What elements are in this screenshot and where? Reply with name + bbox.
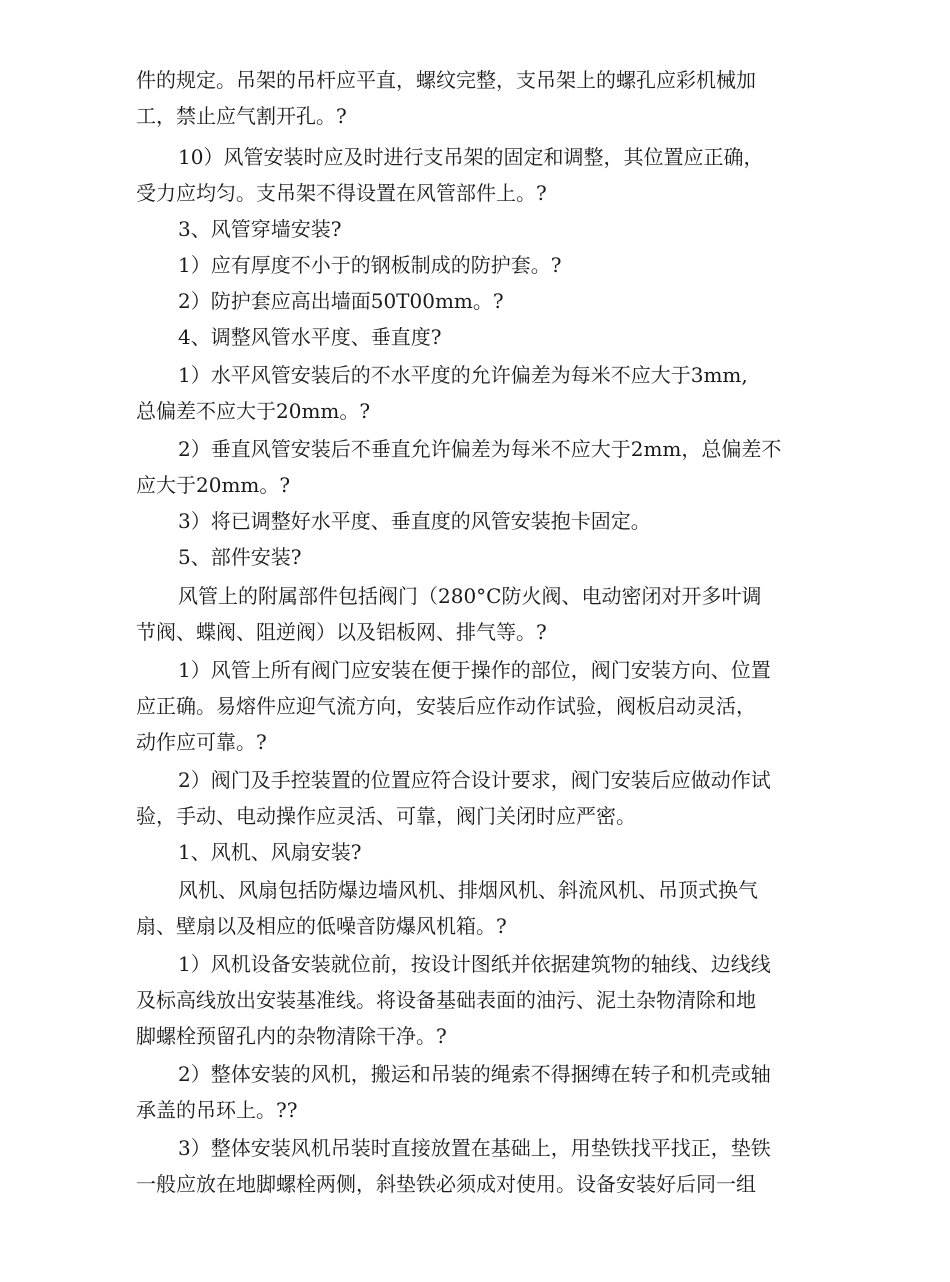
text-line: 1）风机设备安装就位前，按设计图纸并依据建筑物的轴线、边线线 — [178, 952, 771, 976]
text-line: 3）整体安装风机吊装时直接放置在基础上，用垫铁找平找正，垫铁 — [178, 1136, 771, 1160]
text-line: 10）风管安装时应及时进行支吊架的固定和调整，其位置应正确， — [178, 145, 764, 169]
text-line: 工，禁止应气割开孔。? — [136, 104, 347, 128]
text-line: 动作应可靠。? — [136, 730, 267, 754]
text-line: 承盖的吊环上。?? — [136, 1098, 298, 1122]
text-line: 1）水平风管安装后的不水平度的允许偏差为每米不应大于3mm, — [178, 363, 748, 387]
text-line: 脚螺栓预留孔内的杂物清除干净。? — [136, 1024, 447, 1048]
text-line: 受力应均匀。支吊架不得设置在风管部件上。? — [136, 181, 547, 205]
text-line: 应大于20mm。? — [136, 473, 291, 497]
text-line: 应正确。易熔件应迎气流方向，安装后应作动作试验，阀板启动灵活， — [136, 694, 756, 718]
text-line: 2）阀门及手控装置的位置应符合设计要求，阀门安装后应做动作试 — [178, 768, 771, 792]
section-heading: 1、风机、风扇安装? — [178, 840, 362, 864]
text-line: 验，手动、电动操作应灵活、可靠，阀门关闭时应严密。 — [136, 804, 636, 828]
text-line: 件的规定。吊架的吊杆应平直，螺纹完整，支吊架上的螺孔应彩机械加 — [136, 68, 756, 92]
section-heading: 4、调整风管水平度、垂直度? — [178, 325, 442, 349]
text-line: 风机、风扇包括防爆边墙风机、排烟风机、斜流风机、吊顶式换气 — [178, 878, 758, 902]
section-heading: 5、部件安装? — [178, 545, 302, 569]
text-line: 2）整体安装的风机，搬运和吊装的绳索不得捆缚在转子和机壳或轴 — [178, 1062, 771, 1086]
text-line: 1）应有厚度不小于的钢板制成的防护套。? — [178, 253, 562, 277]
text-line: 扇、壁扇以及相应的低噪音防爆风机箱。? — [136, 914, 507, 938]
text-line: 2）垂直风管安装后不垂直允许偏差为每米不应大于2mm，总偏差不 — [178, 437, 782, 461]
text-line: 一般应放在地脚螺栓两侧，斜垫铁必须成对使用。设备安装好后同一组 — [136, 1172, 756, 1196]
text-line: 风管上的附属部件包括阀门（280°C防火阀、电动密闭对开多叶调 — [178, 584, 762, 608]
text-line: 节阀、蝶阀、阻逆阀）以及铝板网、排气等。? — [136, 620, 547, 644]
text-line: 2）防护套应高出墙面50T00mm。? — [178, 289, 504, 313]
text-line: 3）将已调整好水平度、垂直度的风管安装抱卡固定。 — [178, 509, 651, 533]
section-heading: 3、风管穿墙安装? — [178, 217, 342, 241]
text-line: 1）风管上所有阀门应安装在便于操作的部位，阀门安装方向、位置 — [178, 658, 771, 682]
text-line: 总偏差不应大于20mm。? — [136, 399, 371, 423]
text-line: 及标高线放出安装基准线。将设备基础表面的油污、泥土杂物清除和地 — [136, 988, 756, 1012]
